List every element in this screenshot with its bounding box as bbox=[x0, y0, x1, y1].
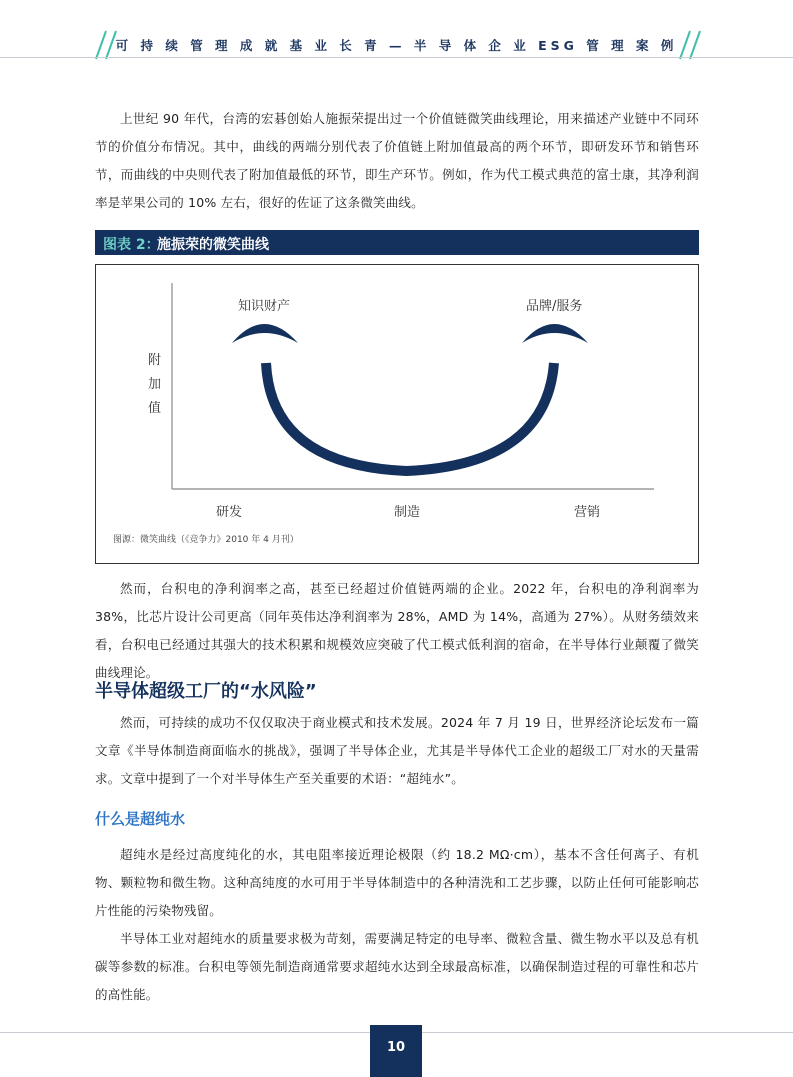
page-header bbox=[0, 0, 793, 58]
smile-curve-figure bbox=[95, 264, 699, 564]
header-divider bbox=[0, 57, 793, 58]
y-axis-char-1: 附 bbox=[148, 353, 162, 368]
header-right-decoration bbox=[678, 30, 702, 60]
label-brand-service: 品牌/服务 bbox=[526, 299, 583, 314]
right-eye-crescent bbox=[522, 324, 588, 343]
y-axis-char-2: 加 bbox=[148, 377, 162, 392]
label-intellectual-property: 知识财产 bbox=[238, 299, 291, 314]
paragraph-ultrapure-definition: 超纯水是经过高度纯化的水，其电阻率接近理论极限（约 18.2 MΩ·cm），基本不含任何离子、有机物、颗粒物和微生物。这种高纯度的水可用于半导体制造中的各种清洗和工艺步骤，以防止任何可能影响芯片性能的污染物残留。 bbox=[95, 847, 699, 918]
paragraph-tsmc-profit: 然而，台积电的净利润率之高，甚至已经超过价值链两端的企业。2022 年，台积电的净利润率为 38%，比芯片设计公司更高（同年英伟达净利润率为 28%，AMD 为 14%，高通为 27%）。从财务绩效来看，台积电已经通过其强大的技术积累和规模效应突破了代工模式低利润的宿命，在半导体行业颠覆了微笑曲线理论。 bbox=[95, 581, 699, 680]
x-label-manufacturing: 制造 bbox=[394, 505, 421, 520]
figure-title: 施振荣的微笑曲线 bbox=[157, 237, 269, 253]
y-axis-char-3: 值 bbox=[148, 401, 162, 416]
page-number: 10 bbox=[386, 1040, 406, 1055]
smile-curve bbox=[266, 363, 554, 471]
header-title: 可 持 续 管 理 成 就 基 业 长 青 — 半 导 体 企 业 ESG 管 理 案 例 bbox=[115, 38, 678, 53]
page-number-box bbox=[370, 1025, 422, 1077]
paragraph-smile-curve-intro: 上世纪 90 年代，台湾的宏碁创始人施振荣提出过一个价值链微笑曲线理论，用来描述产业链中不同环节的价值分布情况。其中，曲线的两端分别代表了价值链上附加值最高的两个环节，即研发环节和销售环节，而曲线的中央则代表了附加值最低的环节，即生产环节。例如，作为代工模式典范的富士康，其净利润率是苹果公司的 10% 左右，很好的佐证了这条微笑曲线。 bbox=[95, 111, 699, 210]
paragraph-ultrapure-standards: 半导体工业对超纯水的质量要求极为苛刻，需要满足特定的电导率、微粒含量、微生物水平以及总有机碳等参数的标准。台积电等领先制造商通常要求超纯水达到全球最高标准，以确保制造过程的可靠性和芯片的高性能。 bbox=[95, 931, 699, 1002]
figure-title-bar bbox=[95, 230, 699, 255]
left-eye-crescent bbox=[232, 324, 298, 343]
paragraph-water-challenge: 然而，可持续的成功不仅仅取决于商业模式和技术发展。2024 年 7 月 19 日，世界经济论坛发布一篇文章《半导体制造商面临水的挑战》，强调了半导体企业，尤其是半导体代工企业的超级工厂对水的天量需求。文章中提到了一个对半导体生产至关重要的术语：“超纯水”。 bbox=[95, 715, 699, 786]
section-heading-water-risk: 半导体超级工厂的“水风险” bbox=[95, 681, 317, 702]
x-label-marketing: 营销 bbox=[574, 505, 601, 520]
figure-label: 图表 2： bbox=[103, 237, 160, 253]
x-label-rnd: 研发 bbox=[216, 505, 243, 520]
figure-source: 图源：微笑曲线（《竞争力》2010 年 4 月刊） bbox=[113, 535, 299, 545]
subheading-ultrapure-water: 什么是超纯水 bbox=[95, 810, 186, 828]
